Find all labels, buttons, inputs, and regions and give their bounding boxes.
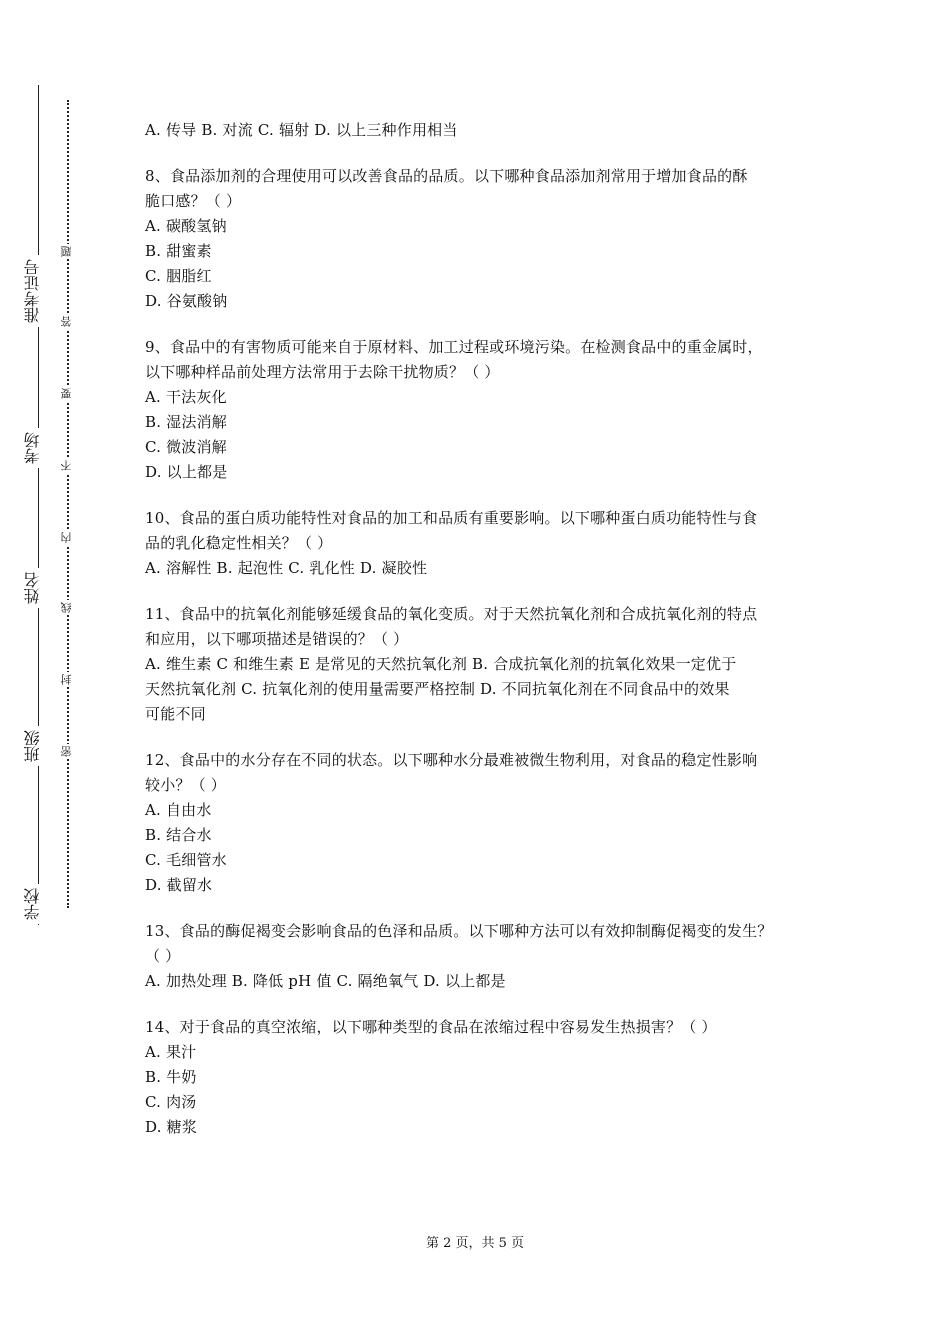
previous-question-options: [145, 118, 825, 143]
field-exam-number: 准考证号: [22, 255, 44, 327]
seal-char: 封: [58, 672, 76, 687]
option-d: D. 截留水: [145, 876, 213, 894]
option-line: A. 传导 B. 对流 C. 辐射 D. 以上三种作用相当: [145, 121, 458, 139]
option-b: B. 甜蜜素: [145, 242, 212, 260]
question-stem: 和应用，以下哪项描述是错误的？（ ）: [145, 630, 409, 648]
question-content: [145, 118, 825, 1161]
binding-margin: [0, 0, 110, 1344]
question-stem: 11、食品中的抗氧化剂能够延缓食品的氧化变质。对于天然抗氧化剂和合成抗氧化剂的特点: [145, 605, 758, 623]
seal-char: 题: [58, 244, 76, 259]
binding-solid-line: [38, 85, 39, 925]
question-11: [145, 602, 825, 727]
option-c: C. 毛细管水: [145, 851, 227, 869]
question-13: [145, 919, 825, 994]
field-exam-room: 考场: [22, 428, 44, 468]
field-school: 学校: [22, 884, 44, 924]
option-a: A. 自由水: [145, 801, 212, 819]
question-10: [145, 506, 825, 581]
question-stem: 以下哪种样品前处理方法常用于去除干扰物质？（ ）: [145, 363, 500, 381]
seal-char: 不: [58, 458, 76, 473]
question-stem: （ ）: [145, 947, 181, 965]
option-b: B. 湿法消解: [145, 413, 227, 431]
seal-char: 密: [58, 744, 76, 759]
option-a: A. 碳酸氢钠: [145, 217, 227, 235]
seal-char: 答: [58, 314, 76, 329]
option-line: A. 溶解性 B. 起泡性 C. 乳化性 D. 凝胶性: [145, 559, 428, 577]
question-stem: 脆口感？（ ）: [145, 192, 242, 210]
option-c: C. 胭脂红: [145, 267, 212, 285]
option-d: D. 糖浆: [145, 1118, 198, 1136]
seal-char: 线: [58, 600, 76, 615]
question-stem: 14、对于食品的真空浓缩，以下哪种类型的食品在浓缩过程中容易发生热损害？（ ）: [145, 1018, 717, 1036]
option-line: 可能不同: [145, 705, 206, 723]
question-stem: 品的乳化稳定性相关？（ ）: [145, 534, 333, 552]
seal-dotted-line: [67, 100, 69, 908]
field-name: 姓名: [22, 568, 44, 608]
option-line: A. 维生素 C 和维生素 E 是常见的天然抗氧化剂 B. 合成抗氧化剂的抗氧化效果一定优于: [145, 655, 737, 673]
question-9: [145, 335, 825, 485]
seal-char: 要: [58, 386, 76, 401]
option-b: B. 牛奶: [145, 1068, 197, 1086]
field-class: 班级: [22, 726, 44, 766]
question-stem: 9、食品中的有害物质可能来自于原材料、加工过程或环境污染。在检测食品中的重金属时，: [145, 338, 763, 356]
option-d: D. 谷氨酸钠: [145, 292, 228, 310]
question-14: [145, 1015, 825, 1140]
question-12: [145, 748, 825, 898]
option-c: C. 肉汤: [145, 1093, 197, 1111]
question-stem: 较小？（ ）: [145, 776, 226, 794]
option-line: A. 加热处理 B. 降低 pH 值 C. 隔绝氧气 D. 以上都是: [145, 972, 506, 990]
question-stem: 10、食品的蛋白质功能特性对食品的加工和品质有重要影响。以下哪种蛋白质功能特性与食: [145, 509, 758, 527]
option-a: A. 干法灰化: [145, 388, 227, 406]
option-a: A. 果汁: [145, 1043, 197, 1061]
option-d: D. 以上都是: [145, 463, 228, 481]
option-line: 天然抗氧化剂 C. 抗氧化剂的使用量需要严格控制 D. 不同抗氧化剂在不同食品中的效果: [145, 680, 730, 698]
question-stem: 13、食品的酶促褐变会影响食品的色泽和品质。以下哪种方法可以有效抑制酶促褐变的发生？: [145, 922, 773, 940]
option-b: B. 结合水: [145, 826, 212, 844]
option-c: C. 微波消解: [145, 438, 227, 456]
seal-char: 内: [58, 530, 76, 545]
question-8: [145, 164, 825, 314]
question-stem: 12、食品中的水分存在不同的状态。以下哪种水分最难被微生物利用，对食品的稳定性影响: [145, 751, 758, 769]
page-footer: 第 2 页，共 5 页: [425, 1236, 525, 1251]
question-stem: 8、食品添加剂的合理使用可以改善食品的品质。以下哪种食品添加剂常用于增加食品的酥: [145, 167, 748, 185]
